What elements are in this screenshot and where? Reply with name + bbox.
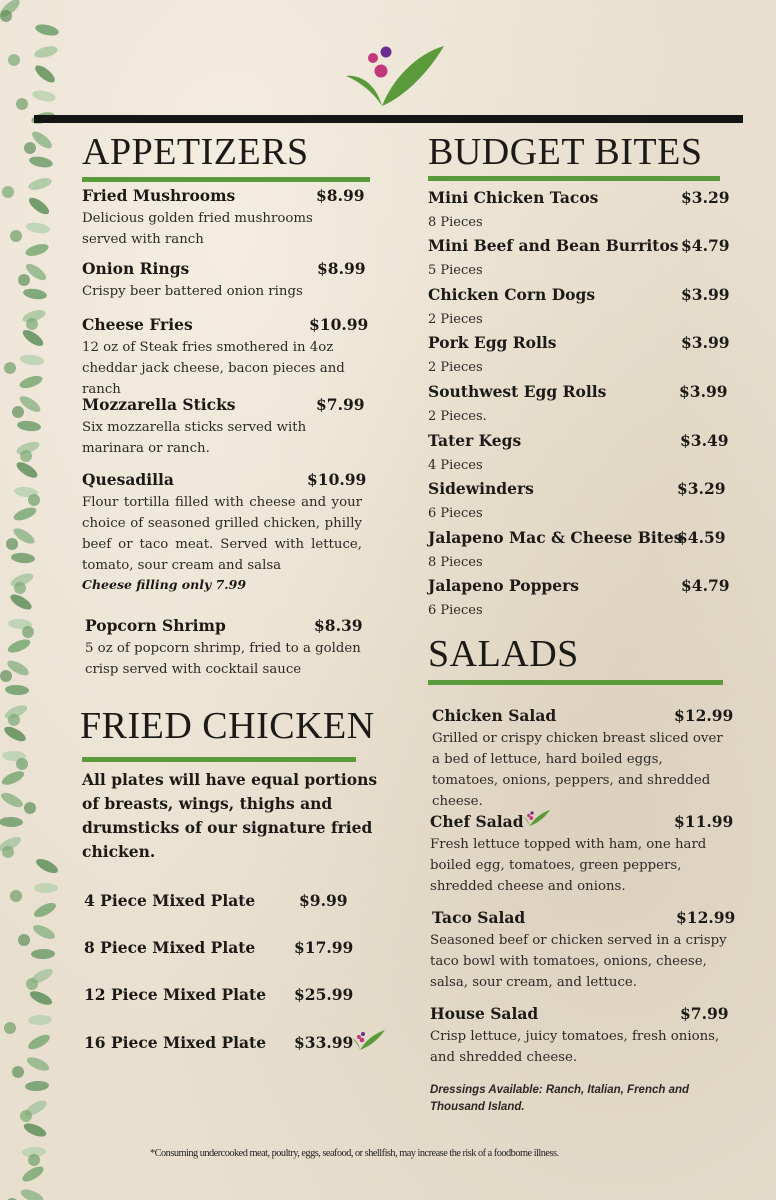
appetizer-desc: 12 oz of Steak fries smothered in 4oz cheddar jack cheese, bacon pieces and ranch <box>82 340 345 397</box>
salads-title: SALADS <box>428 633 579 675</box>
appetizer-name: Mozzarella Sticks <box>82 395 236 414</box>
salad-name: Chef Salad <box>430 812 524 831</box>
berries-leaves-logo <box>342 40 446 110</box>
budget-bite-price: $4.59 <box>677 528 726 547</box>
budget-bite-price: $3.99 <box>679 382 728 401</box>
salad-desc: Grilled or crispy chicken breast sliced over a bed of lettuce, hard boiled eggs, tomatoes, onions, peppers, and shredded cheese. <box>432 731 723 809</box>
plate-name: 12 Piece Mixed Plate <box>84 985 267 1004</box>
plate-name: 8 Piece Mixed Plate <box>84 938 256 957</box>
budget-bite-price: $3.29 <box>681 188 730 207</box>
plate-price: $17.99 <box>294 938 354 957</box>
budget-bites-rule <box>428 176 720 181</box>
plate-price: $9.99 <box>299 891 348 910</box>
footer-disclaimer: *Consuming undercooked meat, poultry, eggs, seafood, or shellfish, may increase the risk of a foodborne illness. <box>150 1148 559 1159</box>
appetizers-rule <box>82 177 370 182</box>
appetizer-price: $10.99 <box>309 315 369 334</box>
salad-price: $12.99 <box>674 706 734 725</box>
appetizer-price: $8.39 <box>314 616 363 635</box>
appetizer-price: $7.99 <box>316 395 365 414</box>
budget-bite-name: Mini Chicken Tacos <box>428 188 599 207</box>
salad-name: Taco Salad <box>432 908 526 927</box>
fried-chicken-intro: All plates will have equal portions of breasts, wings, thighs and drumsticks of our signature fried chicken. <box>82 770 378 861</box>
budget-bite-pieces: 2 Pieces <box>428 360 483 375</box>
appetizer-name: Cheese Fries <box>82 315 193 334</box>
budget-bite-price: $4.79 <box>681 576 730 595</box>
top-divider-bar <box>34 115 743 123</box>
salad-price: $11.99 <box>674 812 734 831</box>
budget-bite-price: $3.99 <box>681 285 730 304</box>
appetizer-desc: Flour tortilla filled with cheese and your choice of seasoned grilled chicken, philly beef or taco meat. Served with lettuce, tomato, sour cream and salsa <box>82 495 362 573</box>
sprig-icon <box>523 808 551 828</box>
budget-bite-pieces: 6 Pieces <box>428 603 483 618</box>
budget-bite-name: Chicken Corn Dogs <box>428 285 596 304</box>
appetizer-desc: Six mozzarella sticks served with marinara or ranch. <box>82 420 307 456</box>
dressings-note: Dressings Available: Ranch, Italian, French and Thousand Island. <box>430 1084 690 1113</box>
salad-price: $7.99 <box>680 1004 729 1023</box>
plate-price: $25.99 <box>294 985 354 1004</box>
budget-bite-name: Sidewinders <box>428 479 534 498</box>
appetizer-desc: Crispy beer battered onion rings <box>82 284 303 299</box>
budget-bite-price: $4.79 <box>681 236 730 255</box>
salad-name: House Salad <box>430 1004 539 1023</box>
appetizer-desc: 5 oz of popcorn shrimp, fried to a golden crisp served with cocktail sauce <box>85 641 361 677</box>
appetizer-name: Fried Mushrooms <box>82 186 236 205</box>
appetizer-price: $8.99 <box>317 259 366 278</box>
plate-name: 4 Piece Mixed Plate <box>84 891 256 910</box>
appetizers-title: APPETIZERS <box>82 131 309 173</box>
budget-bite-name: Pork Egg Rolls <box>428 333 557 352</box>
budget-bite-pieces: 6 Pieces <box>428 506 483 521</box>
budget-bite-price: $3.99 <box>681 333 730 352</box>
appetizer-name: Onion Rings <box>82 259 190 278</box>
budget-bite-name: Tater Kegs <box>428 431 522 450</box>
budget-bite-name: Mini Beef and Bean Burritos <box>428 236 679 255</box>
appetizer-price: $10.99 <box>307 470 367 489</box>
budget-bite-pieces: 8 Pieces <box>428 215 483 230</box>
fried-chicken-title: FRIED CHICKEN <box>80 705 375 747</box>
budget-bite-name: Southwest Egg Rolls <box>428 382 607 401</box>
budget-bite-price: $3.49 <box>680 431 729 450</box>
salad-desc: Fresh lettuce topped with ham, one hard boiled egg, tomatoes, green peppers, shredded cheese and onions. <box>430 837 707 894</box>
fried-chicken-rule <box>82 757 356 762</box>
budget-bites-title: BUDGET BITES <box>428 131 703 173</box>
plate-price: $33.99 <box>294 1033 354 1052</box>
salad-desc: Seasoned beef or chicken served in a crispy taco bowl with tomatoes, onions, cheese, salsa, sour cream, and lettuce. <box>430 933 727 990</box>
appetizer-price: $8.99 <box>316 186 365 205</box>
plate-name: 16 Piece Mixed Plate <box>84 1033 267 1052</box>
budget-bite-pieces: 2 Pieces <box>428 312 483 327</box>
budget-bite-pieces: 8 Pieces <box>428 555 483 570</box>
leaf-vine-icon <box>0 0 64 1200</box>
appetizer-note: Cheese filling only 7.99 <box>82 577 247 592</box>
appetizer-name: Popcorn Shrimp <box>85 616 226 635</box>
salad-name: Chicken Salad <box>432 706 557 725</box>
budget-bite-pieces: 5 Pieces <box>428 263 483 278</box>
budget-bite-pieces: 2 Pieces. <box>428 409 487 424</box>
appetizer-desc: Delicious golden fried mushrooms served with ranch <box>82 211 313 247</box>
salad-price: $12.99 <box>676 908 736 927</box>
budget-bite-price: $3.29 <box>677 479 726 498</box>
sprig-icon <box>352 1028 386 1052</box>
budget-bite-name: Jalapeno Poppers <box>428 576 580 595</box>
salads-rule <box>428 680 723 685</box>
budget-bite-pieces: 4 Pieces <box>428 458 483 473</box>
salad-desc: Crisp lettuce, juicy tomatoes, fresh onions, and shredded cheese. <box>430 1029 720 1065</box>
budget-bite-name: Jalapeno Mac & Cheese Bites <box>428 528 683 547</box>
appetizer-name: Quesadilla <box>82 470 174 489</box>
